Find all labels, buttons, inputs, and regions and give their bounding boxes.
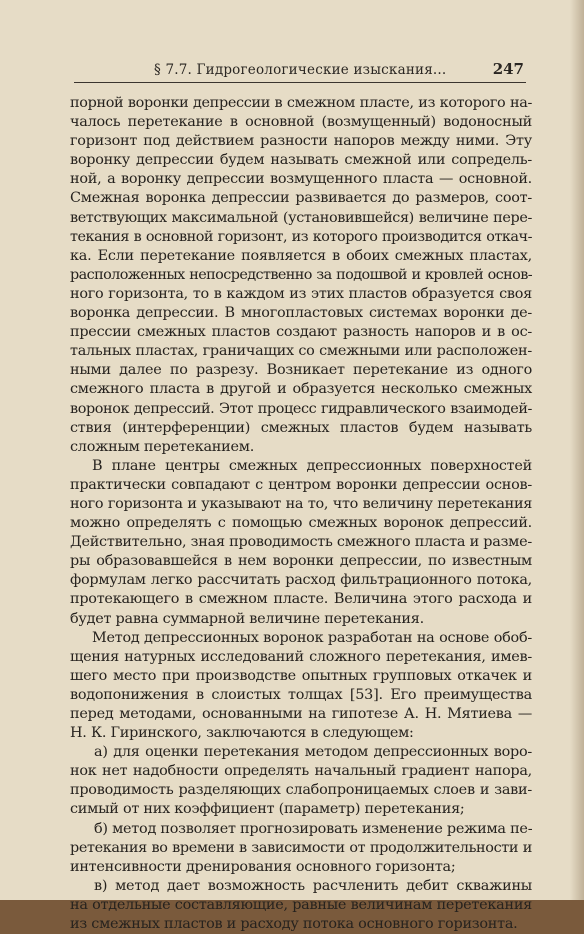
paragraph <box>70 94 532 457</box>
page-edge-shadow <box>570 0 584 900</box>
text-line: В плане центры смежных депрессионных поверхностей <box>92 457 532 474</box>
text-line: ветствующих максимальной (установившейся) величине пере- <box>70 209 532 226</box>
text-line: нок нет надобности определять начальный градиент напора, <box>70 763 532 780</box>
text-line: проводимость разделяющих слабопроницаемых слоев и зави- <box>70 782 532 799</box>
text-line: смежного пласта в другой и образуется несколько смежных <box>70 381 532 398</box>
text-line: чалось перетекание в основной (возмущенный) водоносный <box>70 114 532 131</box>
text-line: формулам легко рассчитать расход фильтрационного потока, <box>70 572 532 589</box>
text-line: сложным перетеканием. <box>70 438 255 455</box>
text-line: б) метод позволяет прогнозировать изменение режима пе- <box>94 820 533 837</box>
text-line: интенсивности дренирования основного горизонта; <box>70 858 456 875</box>
paragraph <box>70 457 532 629</box>
text-line: тальных пластах, граничащих со смежными или расположен- <box>70 343 532 360</box>
text-line: ными далее по разрезу. Возникает перетекание из одного <box>70 362 532 379</box>
text-line: Н. К. Гиринского, заключаются в следующем: <box>70 725 414 742</box>
header-rule <box>74 82 526 83</box>
text-line: ка. Если перетекание появляется в обоих смежных пластах, <box>70 247 532 264</box>
text-line: ной, а воронку депрессии возмущенного пласта — основной. <box>70 171 532 188</box>
text-line: порной воронки депрессии в смежном пласте, из которого на- <box>70 95 532 111</box>
text-line: горизонт под действием разности напоров между ними. Эту <box>70 133 532 150</box>
body-text <box>70 94 532 934</box>
text-line: текания в основной горизонт, из которого производится откач- <box>70 228 532 245</box>
text-line: в) метод дает возможность расчленить дебит скважины <box>94 877 532 894</box>
text-line: можно определять с помощью смежных воронок депрессий. <box>70 515 532 532</box>
text-line: будет равна суммарной величине перетекания. <box>70 610 424 627</box>
paragraph <box>70 820 532 877</box>
text-line: щения натурных исследований сложного перетекания, имев- <box>70 648 532 665</box>
text-line: Метод депрессионных воронок разработан на основе обоб- <box>92 629 532 646</box>
text-line: водопонижения в слоистых толщах [53]. Его преимущества <box>70 686 532 703</box>
text-line: воронка депрессии. В многопластовых системах воронки де- <box>70 305 532 322</box>
text-line: из смежных пластов и расходу потока основного горизонта. <box>70 916 518 933</box>
text-line: ствия (интерференции) смежных пластов будем называть <box>70 419 532 436</box>
text-line: ного горизонта, то в каждом из этих пластов образуется своя <box>70 285 532 302</box>
text-line: Смежная воронка депрессии развивается до размеров, соот- <box>70 190 532 207</box>
text-line: воронок депрессий. Этот процесс гидравлического взаимодей- <box>70 400 532 417</box>
text-line: перед методами, основанными на гипотезе А. Н. Мятиева — <box>70 706 532 722</box>
text-line: симый от них коэффициент (параметр) перетекания; <box>70 801 465 818</box>
text-line: практически совпадают с центром воронки депрессии основ- <box>70 476 532 493</box>
paragraph <box>70 877 532 934</box>
text-line: на отдельные составляющие, равные величинам перетекания <box>70 896 532 913</box>
text-line: ры образовавшейся в нем воронки депрессии, по известным <box>70 553 532 570</box>
running-title: § 7.7. Гидрогеологические изыскания... <box>154 62 447 78</box>
text-line: шего место при производстве опытных групповых откачек и <box>70 667 532 684</box>
text-line: Действительно, зная проводимость смежного пласта и разме- <box>70 534 532 551</box>
text-line: ретекания во времени в зависимости от продолжительности и <box>70 839 532 856</box>
page-header <box>74 60 526 82</box>
paragraph <box>70 743 532 819</box>
text-line: ного горизонта и указывают на то, что величину перетекания <box>70 495 532 512</box>
text-line: протекающего в смежном пласте. Величина этого расхода и <box>70 591 532 608</box>
text-line: воронку депрессии будем называть смежной или сопредель- <box>70 152 532 169</box>
text-line: прессии смежных пластов создают разность напоров и в ос- <box>70 324 532 341</box>
page-number: 247 <box>492 60 524 78</box>
text-line: а) для оценки перетекания методом депрессионных воро- <box>94 744 532 761</box>
text-line: расположенных непосредственно за подошвой и кровлей основ- <box>70 266 532 283</box>
paragraph <box>70 629 532 744</box>
